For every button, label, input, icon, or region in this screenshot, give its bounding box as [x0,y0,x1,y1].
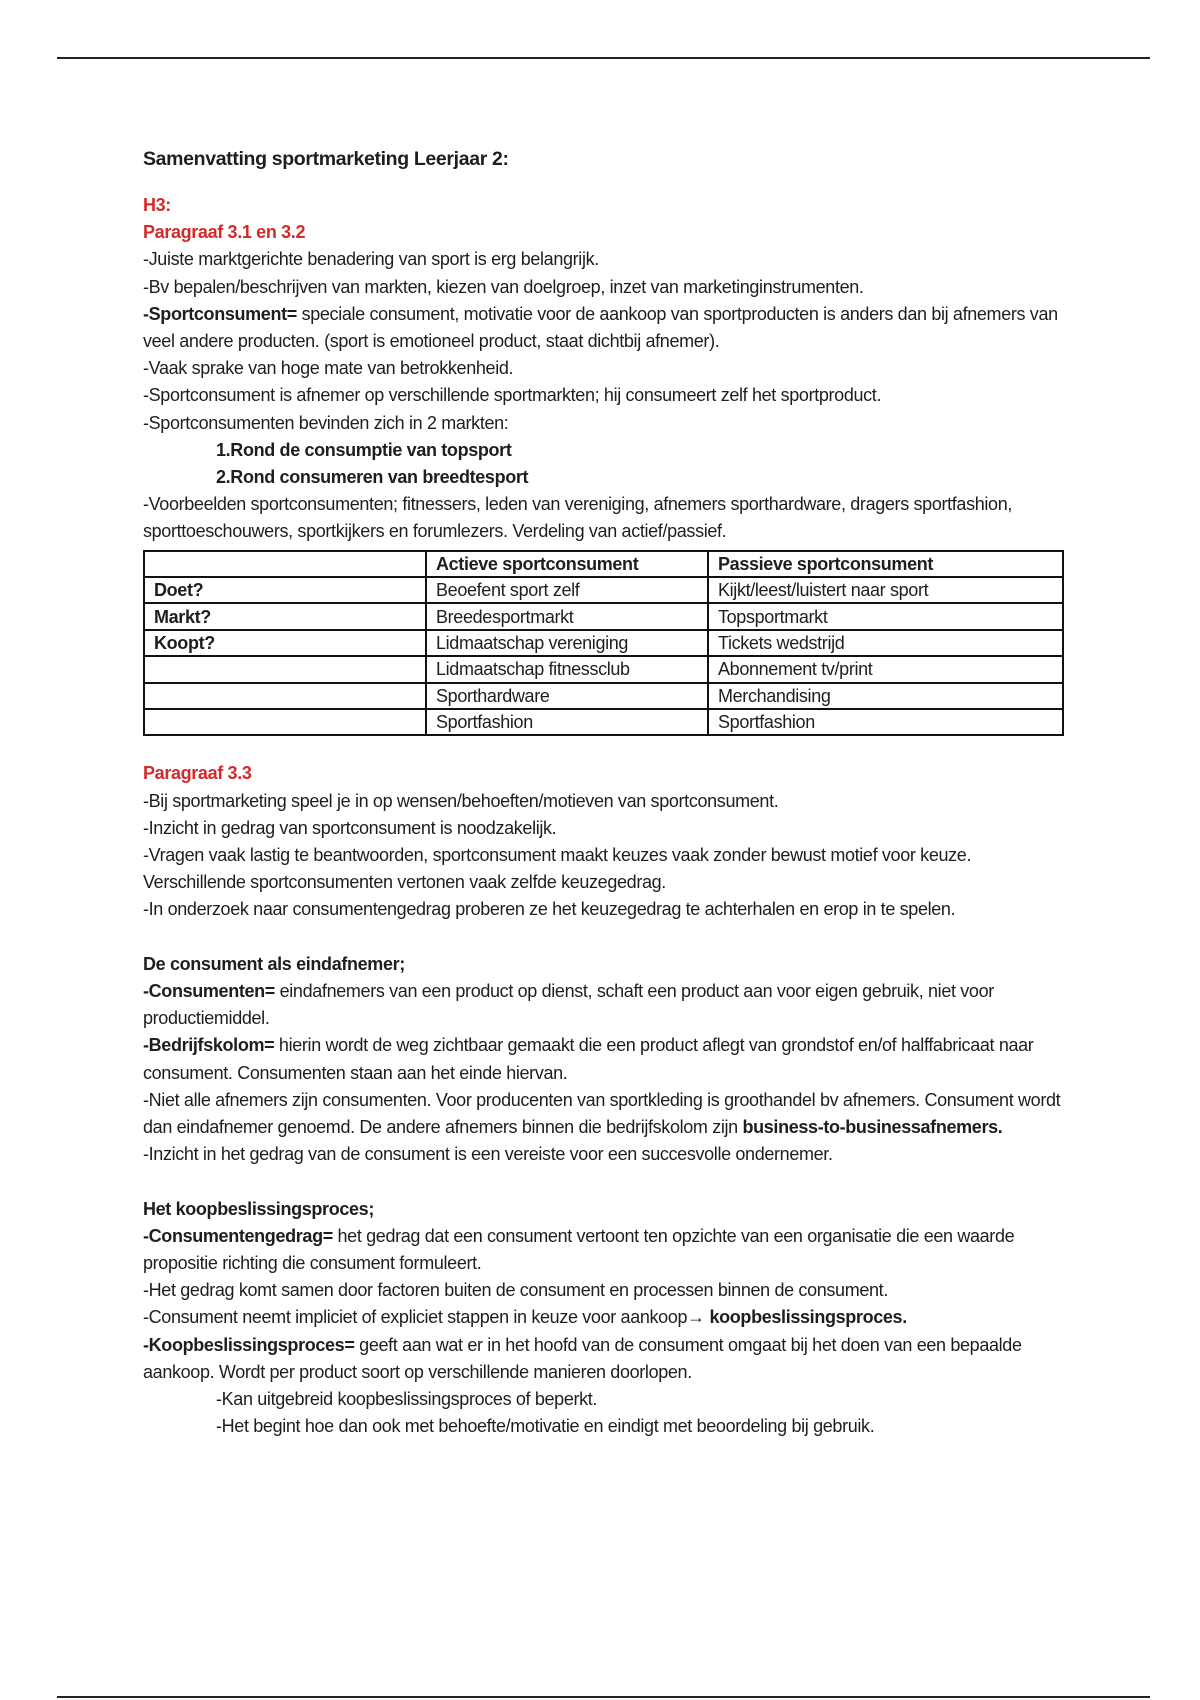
table-header-row [144,551,1063,577]
paragraph [143,978,1073,1032]
paragraph: -Sportconsumenten bevinden zich in 2 markten: [143,412,509,433]
table-row [144,630,1063,656]
table-cell [144,709,426,735]
section-heading-3-3: Paragraaf 3.3 [143,763,252,784]
table-cell: Sporthardware [426,683,708,709]
table-header [144,551,426,577]
text: -Niet alle afnemers zijn consumenten. Voor producenten van sportkleding is groothandel bv afnemers. Consument wordt dan eindafnemer genoemd. De andere afnemers binnen die bedrijfskolom zijn [143,1089,1061,1137]
document-title: Samenvatting sportmarketing Leerjaar 2: [143,148,509,170]
paragraph: -Inzicht in het gedrag van de consument is een vereiste voor een succesvolle ondernemer. [143,1144,833,1165]
spacer [143,924,1073,951]
table-cell: Doet? [144,577,426,603]
paragraph: -Juiste marktgerichte benadering van sport is erg belangrijk. [143,249,599,270]
table-cell: Abonnement tv/print [708,656,1063,682]
table-cell: Merchandising [708,683,1063,709]
list-item: 1.Rond de consumptie van topsport [216,439,512,460]
list-item: -Het begint hoe dan ook met behoefte/motivatie en eindigt met beoordeling bij gebruik. [216,1416,875,1437]
table-header: Passieve sportconsument [708,551,1063,577]
footer-rule [57,1696,1150,1698]
list-item: -Kan uitgebreid koopbeslissingsproces of beperkt. [216,1389,598,1410]
arrow-right-icon: → [687,1307,705,1328]
table-cell: Markt? [144,603,426,629]
table-row [144,603,1063,629]
chapter-heading: H3: [143,195,171,215]
paragraph: -Vragen vaak lastig te beantwoorden, sportconsument maakt keuzes vaak zonder bewust motief voor keuze. Verschillende sportconsumenten vertonen vaak zelfde keuzegedrag. [143,844,972,893]
section-heading-3-1: Paragraaf 3.1 en 3.2 [143,222,306,243]
paragraph [143,1223,1073,1277]
table-cell: Lidmaatschap vereniging [426,630,708,656]
definition: speciale consument, motivatie voor de aankoop van sportproducten is anders dan bij afnemers van veel andere producten. (sport is emotioneel product, staat dichtbij afnemer). [143,303,1058,352]
table-row [144,577,1063,603]
table-cell: Sportfashion [708,709,1063,735]
paragraph: -Voorbeelden sportconsumenten; fitnessers, leden van vereniging, afnemers sporthardware, dragers sportfashion, sporttoeschouwers, sportkijkers en forumlezers. Verdeling van actief/passief. [143,494,1013,542]
term: -Bedrijfskolom= [143,1035,275,1056]
table-cell: Tickets wedstrijd [708,630,1063,656]
table-cell [144,683,426,709]
list-item: 2.Rond consumeren van breedtesport [216,467,529,488]
paragraph: -Sportconsument is afnemer op verschillende sportmarkten; hij consumeert zelf het sportproduct. [143,385,882,406]
paragraph [143,1032,1073,1086]
subheading-eindafnemer: De consument als eindafnemer; [143,953,405,974]
paragraph [143,1087,1073,1141]
term: -Koopbeslissingsproces= [143,1334,355,1355]
paragraph: -Het gedrag komt samen door factoren buiten de consument en processen binnen de consument. [143,1280,888,1301]
table-cell: Beoefent sport zelf [426,577,708,603]
definition: eindafnemers van een product op dienst, schaft een product aan voor eigen gebruik, niet voor productiemiddel. [143,980,994,1029]
definition: geeft aan wat er in het hoofd van de consument omgaat bij het doen van een bepaalde aankoop. Wordt per product soort op verschillende manieren doorlopen. [143,1334,1022,1382]
paragraph [143,1304,1073,1331]
subheading-koopbeslissingsproces: Het koopbeslissingsproces; [143,1198,374,1219]
definition: het gedrag dat een consument vertoont ten opzichte van een organisatie die een waarde propositie richting die consument formuleert. [143,1225,1015,1273]
paragraph: -Bv bepalen/beschrijven van markten, kiezen van doelgroep, inzet van marketinginstrumenten. [143,276,864,297]
table-cell: Kijkt/leest/luistert naar sport [708,577,1063,603]
table-row [144,656,1063,682]
paragraph: -Inzicht in gedrag van sportconsument is noodzakelijk. [143,817,557,838]
consumer-table [143,550,1064,737]
table-cell: Lidmaatschap fitnessclub [426,656,708,682]
paragraph [143,1332,1073,1386]
term: koopbeslissingsproces. [704,1307,907,1328]
paragraph: -Bij sportmarketing speel je in op wensen/behoeften/motieven van sportconsument. [143,790,779,811]
table-row [144,709,1063,735]
table-cell: Breedesportmarkt [426,603,708,629]
document-body [143,192,1073,1440]
term: -Consumentengedrag= [143,1225,333,1246]
paragraph: -In onderzoek naar consumentengedrag proberen ze het keuzegedrag te achterhalen en erop in te spelen. [143,899,956,920]
table-cell: Koopt? [144,630,426,656]
table-cell: Topsportmarkt [708,603,1063,629]
table-cell [144,656,426,682]
table-cell: Sportfashion [426,709,708,735]
header-rule [57,57,1150,59]
text: -Consument neemt impliciet of expliciet stappen in keuze voor aankoop [143,1307,688,1328]
definition: hierin wordt de weg zichtbaar gemaakt die een product aflegt van grondstof en/of halffabricaat naar consument. Consumenten staan aan het einde hiervan. [143,1035,1034,1083]
table-row [144,683,1063,709]
term: -Consumenten= [143,980,275,1001]
table-header: Actieve sportconsument [426,551,708,577]
term: -Sportconsument= [143,303,297,324]
spacer [143,1168,1073,1195]
paragraph [143,301,1073,355]
term: business-to-businessafnemers. [742,1117,1003,1137]
paragraph: -Vaak sprake van hoge mate van betrokkenheid. [143,358,514,379]
